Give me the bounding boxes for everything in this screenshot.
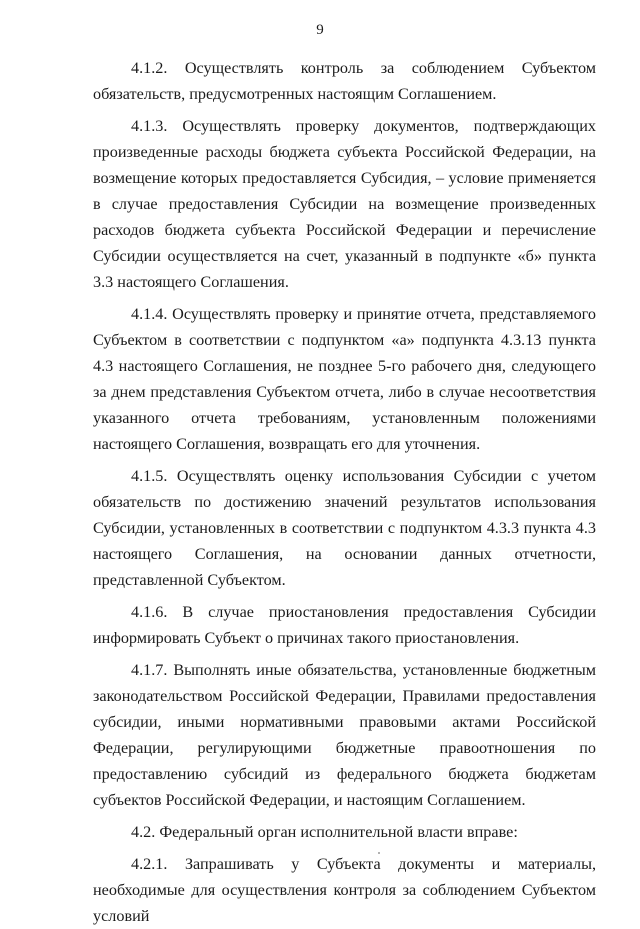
page-number: 9: [316, 22, 324, 38]
document-body: [93, 55, 596, 929]
paragraph-4-1-7: 4.1.7. Выполнять иные обязательства, установленные бюджетным законодательством Российской Федерации, Правилами предоставления субсидии, иными нормативными правовыми актами Российской Федерации, регулирующими бюджетные правоотношения по предоставлению субсидий из федерального бюджета бюджетам субъектов Российской Федерации, и настоящим Соглашением.: [93, 661, 596, 809]
paragraph-4-1-2: 4.1.2. Осуществлять контроль за соблюдением Субъектом обязательств, предусмотренных настоящим Соглашением.: [93, 59, 596, 103]
paragraph-4-1-6: 4.1.6. В случае приостановления предоставления Субсидии информировать Субъект о причинах такого приостановления.: [93, 603, 596, 647]
scan-speck: [378, 852, 380, 854]
paragraph-4-1-5: 4.1.5. Осуществлять оценку использования Субсидии с учетом обязательств по достижению значений результатов использования Субсидии, установленных в соответствии с подпунктом 4.3.3 пункта 4.3 настоящего Соглашения, на основании данных отчетности, представленной Субъектом.: [93, 467, 596, 589]
paragraph-4-2: 4.2. Федеральный орган исполнительной власти вправе:: [131, 823, 518, 841]
paragraph-4-2-1: 4.2.1. Запрашивать у Субъекта документы и материалы, необходимые для осуществления контроля за соблюдением Субъектом условий: [93, 855, 596, 925]
paragraph-4-1-3: 4.1.3. Осуществлять проверку документов, подтверждающих произведенные расходы бюджета субъекта Российской Федерации, на возмещение которых предоставляется Субсидия, – условие применяется в случае предоставления Субсидии на возмещение произведенных расходов бюджета субъекта Российской Федерации и перечисление Субсидии осуществляется на счет, указанный в подпункте «б» пункта 3.3 настоящего Соглашения.: [93, 117, 596, 291]
paragraph-4-1-4: 4.1.4. Осуществлять проверку и принятие отчета, представляемого Субъектом в соответствии с подпунктом «а» подпункта 4.3.13 пункта 4.3 настоящего Соглашения, не позднее 5-го рабочего дня, следующего за днем представления Субъектом отчета, либо в случае несоответствия указанного отчета требованиям, установленным положениями настоящего Соглашения, возвращать его для уточнения.: [93, 305, 596, 453]
